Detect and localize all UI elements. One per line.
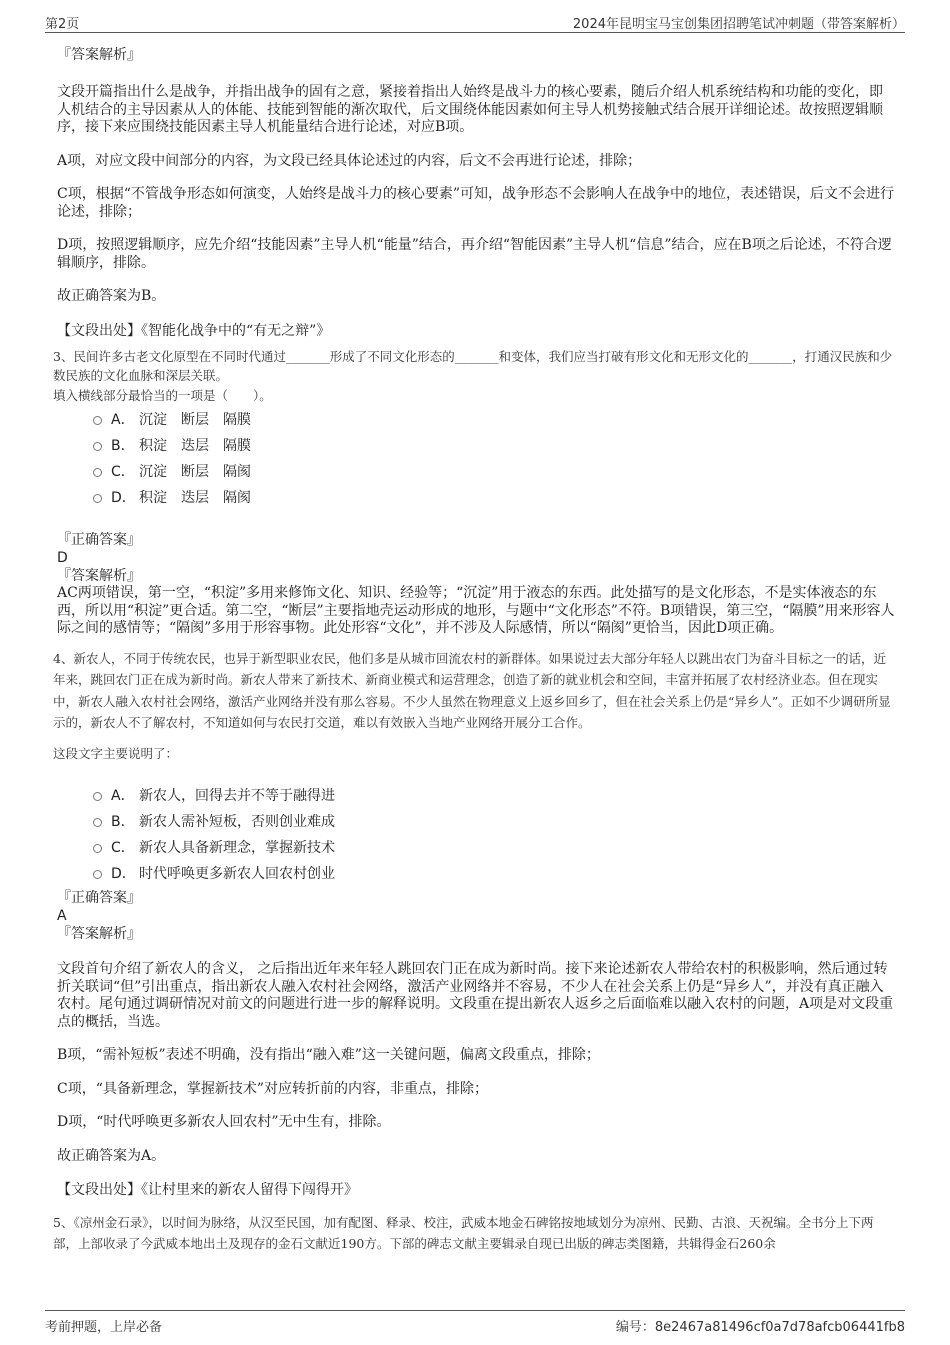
document-code: 编号：8e2467a81496cf0a7d78afcb06441fb8 [615,1320,905,1335]
option-c[interactable]: C． 沉淀 断层 隔阂 [53,459,895,485]
option-b[interactable]: B． 积淀 迭层 隔膜 [53,433,895,459]
question-4-answer [57,889,895,1200]
radio-icon[interactable] [93,870,102,879]
radio-icon[interactable] [93,416,102,425]
radio-icon[interactable] [93,442,102,451]
analysis-label: 『答案解析』 [57,47,141,63]
answer-label: 『正确答案』 [57,532,141,548]
question-3 [53,347,895,512]
analysis-label: 『答案解析』 [57,568,141,584]
question-2-analysis [57,46,895,341]
option-d[interactable]: D． 积淀 迭层 隔阂 [53,485,895,511]
analysis-paragraph: AC两项错误，第一空，“积淀”多用来修饰文化、知识、经验等；“沉淀”用于液态的东西。此处描写的是文化形态，不是实体液态的东西，所以用“积淀”更合适。第二空，“断层”主要指地壳运动形成的地形，与题中“文化形态”不符。B项错误，第三空，“隔膜”用来形容人际之间的感情等；“隔阂”多用于形容事物。此处形容“文化”，并不涉及人际感情，所以“隔阂”更恰当，因此D项正确。 [57,585,895,636]
analysis-paragraph: A项，对应文段中间部分的内容，为文段已经具体论述过的内容，后文不会再进行论述，排除； [57,152,642,169]
option-a[interactable]: A． 新农人，回得去并不等于融得进 [53,783,895,809]
radio-icon[interactable] [93,844,102,853]
question-4 [53,648,895,888]
question-3-answer [57,531,895,638]
question-5 [53,1212,895,1254]
option-a[interactable]: A． 沉淀 断层 隔膜 [53,407,895,433]
footer-slogan: 考前押题，上岸必备 [45,1320,163,1335]
analysis-paragraph: 文段开篇指出什么是战争，并指出战争的固有之意，紧接着指出人始终是战斗力的核心要素，随后介绍人机系统结构和功能的变化，即人机结合的主导因素从人的体能、技能到智能的渐次取代，后文围绕体能因素如何主导人机势接触式结合展开详细论述。故按照逻辑顺序，接下来应围绕技能因素主导人机能量结合进行论述，对应B项。 [57,84,883,135]
question-prompt: 这段文字主要说明了： [53,745,179,761]
analysis-paragraph: 文段首句介绍了新农人的含义， 之后指出近年来年轻人跳回农门正在成为新时尚。接下来论述新农人带给农村的积极影响，然后通过转折关联词“但”引出重点，指出新农人融入农村社会网络，激活产业网络并不容易，不少人在社会关系上仍是“异乡人”，并没有真正融入农村。尾句通过调研情况对前文的问题进行进一步的解释说明。文段重在提出新农人返乡之后面临难以融入农村的问题，A项是对文段重点的概括，当选。 [57,961,894,1030]
radio-icon[interactable] [93,792,102,801]
question-stem: 5、《凉州金石录》，以时间为脉络，从汉至民国，加有配图、释录、校注，武威本地金石碑铭按地域划分为凉州、民勤、古浪、天祝编。全书分上下两部，上部收录了今武威本地出土及现存的金石文献近190方。下部的碑志文献主要辑录自现已出版的碑志类图籍，共辑得金石260余 [53,1215,874,1251]
radio-icon[interactable] [93,468,102,477]
radio-icon[interactable] [93,818,102,827]
answer-value: D [57,550,68,566]
analysis-paragraph: C项，“具备新理念，掌握新技术”对应转折前的内容，非重点，排除； [57,1080,489,1097]
analysis-paragraph: D项，“时代呼唤更多新农人回农村”无中生有，排除。 [57,1114,391,1130]
analysis-label: 『答案解析』 [57,926,141,942]
passage-source: 【文段出处】《智能化战争中的“有无之辩”》 [57,322,331,339]
document-body [53,40,895,1254]
document-title: 2024年昆明宝马宝创集团招聘笔试冲刺题（带答案解析） [572,17,905,32]
analysis-conclusion: 故正确答案为A。 [57,1147,166,1164]
option-b[interactable]: B． 新农人需补短板，否则创业难成 [53,809,895,835]
answer-value: A [57,908,67,924]
analysis-conclusion: 故正确答案为B。 [57,288,166,304]
question-stem: 4、新农人，不同于传统农民，也异于新型职业农民，他们多是从城市回流农村的新群体。如果说过去大部分年轻人以跳出农门为奋斗目标之一的话，近年来，跳回农门正在成为新时尚。新农人带来了新技术、新商业模式和运营理念，创造了新的就业机会和空间，丰富并拓展了农村经济业态。但在现实中，新农人融入农村社会网络，激活产业网络并没有那么容易。不少人虽然在物理意义上返乡回乡了，但在社会关系上仍是“异乡人”。正如不少调研所显示的，新农人不了解农村，不知道如何与农民打交道，难以有效嵌入当地产业网络开展分工合作。 [53,650,891,730]
option-d[interactable]: D． 时代呼唤更多新农人回农村创业 [53,861,895,887]
question-prompt: 填入横线部分最恰当的一项是（ ）。 [53,387,272,403]
analysis-paragraph: B项，“需补短板”表述不明确，没有指出“融入难”这一关键问题，偏离文段重点，排除； [57,1047,600,1063]
option-c[interactable]: C． 新农人具备新理念，掌握新技术 [53,835,895,861]
answer-label: 『正确答案』 [57,890,141,906]
option-list [53,407,895,511]
page-number: 第2页 [45,17,80,32]
analysis-paragraph: C项，根据“不管战争形态如何演变，人始终是战斗力的核心要素”可知，战争形态不会影响人在战争中的地位，表述错误，后文不会进行论述，排除； [57,186,895,220]
question-stem: 3、民间许多古老文化原型在不同时代通过_______形成了不同文化形态的_______和变体，我们应当打破有形文化和无形文化的_______，打通汉民族和少数民族的文化血脉和深层关联。 [53,348,893,383]
page-header [45,10,905,33]
option-list [53,783,895,887]
radio-icon[interactable] [93,494,102,503]
page-footer [45,1310,905,1335]
analysis-paragraph: D项，按照逻辑顺序，应先介绍“技能因素”主导人机“能量”结合，再介绍“智能因素”主导人机“信息”结合，应在B项之后论述，不符合逻辑顺序，排除。 [57,237,892,271]
passage-source: 【文段出处】《让村里来的新农人留得下闯得开》 [57,1182,358,1198]
